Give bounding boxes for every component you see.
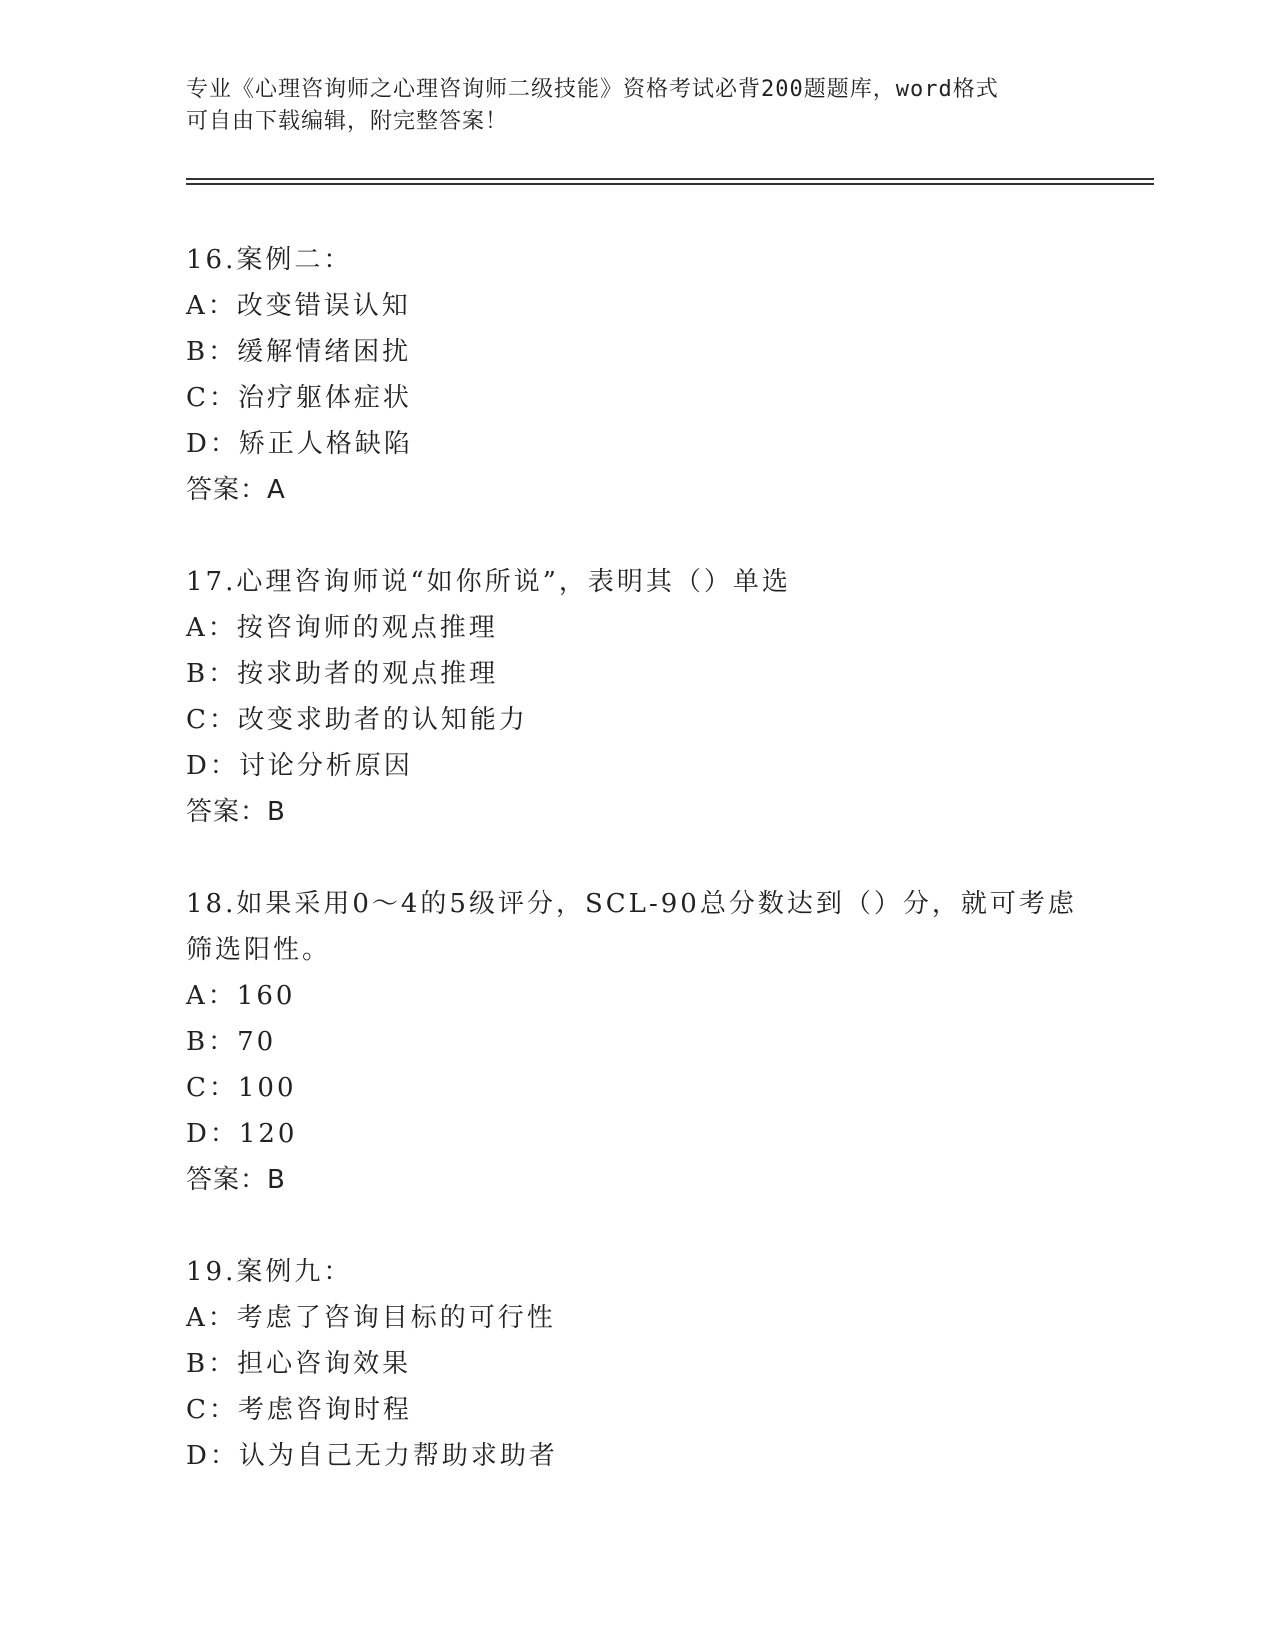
option-c: C：100 [186,1073,297,1103]
question-18 [186,881,1086,1203]
option-a: A：改变错误认知 [186,291,411,321]
option-d: D：讨论分析原因 [186,751,413,781]
header-line-2: 可自由下载编辑，附完整答案！ [186,109,509,134]
question-17 [186,559,1086,835]
question-list [186,237,1086,1525]
option-c: C：考虑咨询时程 [186,1395,412,1425]
answer-label: 答案：A [186,475,286,505]
question-stem-line-2: 筛选阳性。 [186,935,332,965]
document-header [186,74,1086,138]
option-c: C：治疗躯体症状 [186,383,412,413]
question-stem: 19.案例九： [186,1257,353,1287]
header-line-1: 专业《心理咨询师之心理咨询师二级技能》资格考试必背200题题库，word格式 [186,77,999,102]
option-c: C：改变求助者的认知能力 [186,705,528,735]
option-d: D：认为自己无力帮助求助者 [186,1441,558,1471]
option-b: B：70 [186,1027,277,1057]
answer-label: 答案：B [186,797,286,827]
option-a: A：160 [186,981,296,1011]
header-rule-top [186,178,1154,180]
option-d: D：120 [186,1119,298,1149]
question-stem: 17.心理咨询师说“如你所说”，表明其（）单选 [186,567,791,597]
option-a: A：按咨询师的观点推理 [186,613,498,643]
question-stem: 16.案例二： [186,245,353,275]
question-19 [186,1249,1086,1479]
option-a: A：考虑了咨询目标的可行性 [186,1303,556,1333]
question-16 [186,237,1086,513]
option-b: B：按求助者的观点推理 [186,659,499,689]
answer-label: 答案：B [186,1165,286,1195]
question-stem-line-1: 18.如果采用0～4的5级评分，SCL-90总分数达到（）分，就可考虑 [186,889,1077,919]
option-d: D：矫正人格缺陷 [186,429,413,459]
option-b: B：担心咨询效果 [186,1349,412,1379]
option-b: B：缓解情绪困扰 [186,337,412,367]
header-rule-bottom [186,183,1154,185]
